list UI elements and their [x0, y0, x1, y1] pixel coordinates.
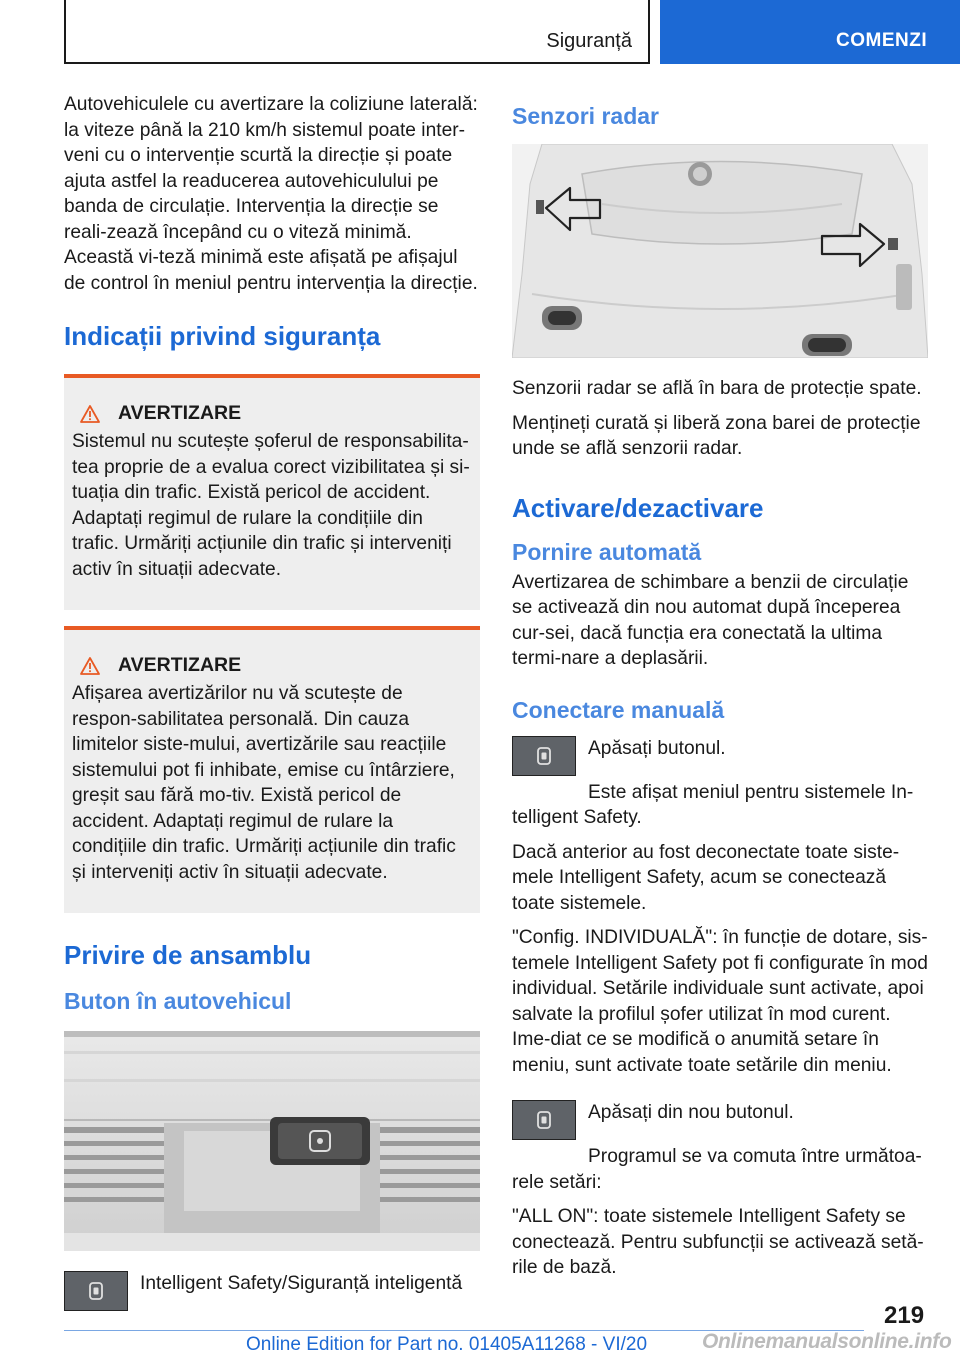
left-column	[64, 92, 480, 1311]
manual-step-2-result: Programul se va comuta între următoa‐rele setări:	[512, 1146, 922, 1193]
page-number: 219	[884, 1302, 925, 1329]
auto-start-paragraph: Avertizarea de schimbare a benzii de circulație se activează din nou automat după începerea cur‐sei, dacă funcția era conectată la ultima termi‐nare a deplasării.	[512, 571, 909, 669]
radar-paragraph-1: Senzorii radar se află în bara de protecție spate.	[512, 378, 922, 399]
rear-bumper-illustration	[512, 144, 928, 358]
warning-title-1: AVERTIZARE	[80, 402, 472, 425]
rear-bumper-photo	[512, 144, 928, 358]
manual-step-2-text: Apăsați din nou butonul.	[588, 1102, 794, 1123]
button-caption-row	[64, 1271, 480, 1311]
intelligent-safety-button-icon[interactable]	[64, 1271, 128, 1311]
button-heading: Buton în autovehicul	[64, 988, 292, 1014]
warning-triangle-icon	[80, 405, 100, 423]
manual-heading: Conectare manuală	[512, 696, 725, 723]
dashboard-illustration	[64, 1031, 480, 1251]
footer-edition: Online Edition for Part no. 01405A11268 - VI/20	[246, 1334, 648, 1355]
header-section-title: Siguranță	[546, 30, 632, 52]
button-caption: Intelligent Safety/Siguranță inteligentă	[140, 1273, 463, 1294]
manual-paragraph-2: "Config. INDIVIDUALĂ": în funcție de dotare, sis‐temele Intelligent Safety pot fi configurate în mod individual. Setările individuale sunt activate, apoi salvate la profilul șofer utilizat în mod curent. Ime‐diat ce se modifică o anumită setare în meniu, sunt activate toate setările din meniu.	[512, 927, 928, 1076]
manual-step-1-result: Este afișat meniul pentru sistemele In‐telligent Safety.	[512, 781, 914, 828]
radar-paragraph-2: Mențineți curată și liberă zona barei de protecție unde se află senzorii radar.	[512, 412, 921, 459]
auto-start-heading: Pornire automată	[512, 538, 702, 565]
manual-step-1	[512, 736, 928, 776]
right-column	[512, 102, 928, 1281]
warning-text-2: Afișarea avertizărilor nu vă scutește de respon‐sabilitatea personală. Din cauza limitelor siste‐mului, avertizările sau reacțiile sistemului pot fi inhibate, emise cu întârziere, greșit sau fără mo‐tiv. Există pericol de accident. Adaptați regimul de rulare la condițiile din trafic. Urmăriți acțiunile din trafic și interveniți activ în situații adecvate.	[72, 683, 456, 883]
warning-title-2: AVERTIZARE	[80, 654, 472, 677]
overview-heading: Privire de ansamblu	[64, 940, 312, 970]
header-chapter-tab[interactable]	[660, 0, 960, 64]
intro-paragraph: Autovehiculele cu avertizare la coliziune laterală: la viteze până la 210 km/h sistemul poate inter‐veni cu o intervenție scurtă la direcție și poate ajuta astfel la readucerea autovehiculului pe banda de circulație. Intervenția la direcție se reali‐zează începând cu o viteză minimă. Această vi‐teză minimă este afișată pe afișajul de control în meniul pentru intervenția la direcție.	[64, 94, 478, 294]
manual-step-2	[512, 1100, 928, 1140]
manual-paragraph-1: Dacă anterior au fost deconectate toate siste‐mele Intelligent Safety, acum se conectează toate sistemele.	[512, 841, 900, 914]
warning-triangle-icon	[80, 657, 100, 675]
safety-heading: Indicații privind siguranța	[64, 321, 381, 351]
warning-box-2	[64, 626, 480, 913]
warning-box-1	[64, 374, 480, 610]
dashboard-button-photo	[64, 1031, 480, 1251]
manual-step-1-text: Apăsați butonul.	[588, 737, 726, 759]
header-chapter-label: COMENZI	[836, 30, 928, 51]
activation-heading: Activare/dezactivare	[512, 492, 764, 523]
radar-heading: Senzori radar	[512, 103, 659, 129]
intelligent-safety-button-icon[interactable]	[512, 1100, 576, 1140]
footer-watermark: Onlinemanualsonline.info	[702, 1330, 952, 1353]
warning-text-1: Sistemul nu scutește șoferul de responsabilita‐tea proprie de a evalua corect vizibilitatea și si‐tuația din trafic. Există pericol de accident. Adaptați regimul de rulare la condițiile din trafic. Urmăriți acțiunile din trafic și interveniți activ în situații adecvate.	[72, 431, 470, 580]
manual-paragraph-3: "ALL ON": toate sistemele Intelligent Safety se conectează. Pentru subfuncții se activează setă‐rile de bază.	[512, 1206, 924, 1278]
header-section-box	[64, 0, 650, 64]
intelligent-safety-button-icon[interactable]	[512, 736, 576, 776]
